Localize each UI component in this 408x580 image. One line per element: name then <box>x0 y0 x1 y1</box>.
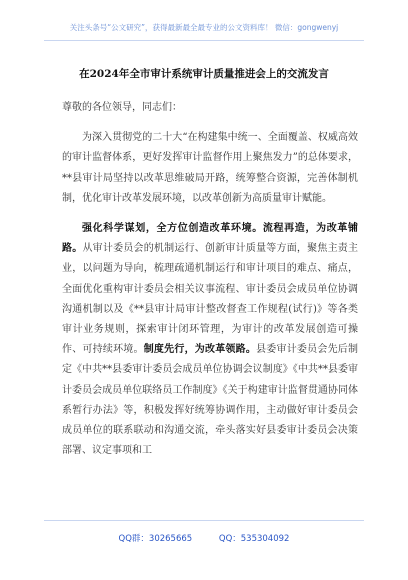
paragraph-2-text-a: 从审计委员会的机制运行、创新审计质量等方面，聚焦主责主业，以问题为导向，梳理疏通机制运行和审计项目的难点、痛点，全面优化重构审计委员会相关议事流程、审计委员会成员单位协调沟通机制以及《**县审计局审计整改督查工作规程(试行)》等各类审计业务规则，探索审计闭环管理，为审计的改革发展创造可操作、可持续环境。 <box>62 243 359 356</box>
paragraph-2-text-b: 县委审计委员会先后制定《中共**县委审计委员会成员单位协调会议制度》《中共**县委审计委员会成员单位联络员工作制度》《关于构建审计监督贯通协同体系暂行办法》等，积极发挥好统筹协调作用，主动做好审计委员会成员单位的联系联动和沟通交流，牵头落实好县委审计委员会决策部署、议定事项和工 <box>62 344 359 457</box>
salutation: 尊敬的各位领导，同志们： <box>62 102 182 113</box>
document-body <box>62 98 358 471</box>
footer-qq-contact: QQ：535304092 <box>218 534 290 544</box>
header-banner: 关注头条号“公文研究”，获得最新最全最专业的公文资料库！ 微信：gongwenyj <box>69 23 339 32</box>
header-divider <box>44 40 364 41</box>
footer-qq-group: QQ群：30265665 <box>118 534 193 544</box>
paragraph-1: 为深入贯彻党的二十大“在构建集中统一、全面覆盖、权威高效的审计监督体系，更好发挥审计监督作用上聚焦发力”的总体要求，**县审计局坚持以改革思维破局开路，统筹整合资源，完善体制机制，优化审计改革发展环境，以改革创新为高质量审计赋能。 <box>62 132 358 204</box>
document-title: 在2024年全市审计系统审计质量推进会上的交流发言 <box>79 68 329 80</box>
paragraph-2-subheading: 制度先行，为改革领路。 <box>143 344 257 356</box>
footer <box>0 532 408 544</box>
paragraph-2 <box>62 219 358 461</box>
paragraph-2-heading: 强化科学谋划，全方位创造改革环境。流程再造，为改革铺路。 <box>62 223 358 255</box>
footer-divider <box>44 520 364 521</box>
